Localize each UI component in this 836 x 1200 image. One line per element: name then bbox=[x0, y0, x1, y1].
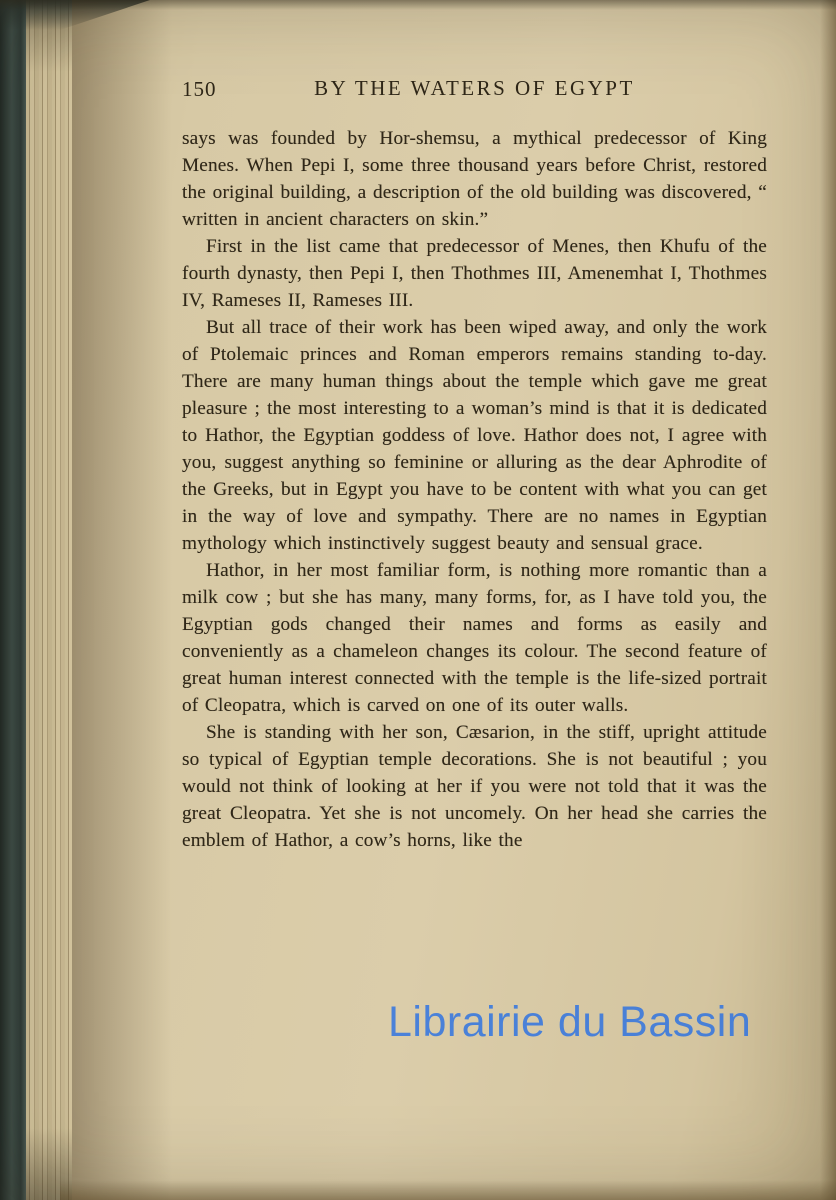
page-edges bbox=[26, 0, 72, 1200]
body-text bbox=[182, 125, 767, 854]
paragraph: She is standing with her son, Cæsarion, in the stiff, upright attitude so typical of Egyptian temple decorations. She is not beautiful ; you would not think of looking at her if you were not told that it was the great Cleopatra. Yet she is not uncomely. On her head she carries the emblem of Hathor, a cow’s horns, like the bbox=[182, 722, 767, 851]
gutter-shadow bbox=[72, 0, 172, 1200]
paragraph: Hathor, in her most familiar form, is nothing more romantic than a milk cow ; but she has many, many forms, for, as I have told you, the Egyptian gods changed their names and forms as easily and conveniently as a chameleon changes its colour. The second feature of great human interest connected with the temple is the life-sized portrait of Cleopatra, which is carved on one of its outer walls. bbox=[182, 560, 767, 716]
paragraph: But all trace of their work has been wiped away, and only the work of Ptolemaic princes and Roman emperors remains standing to-day. There are many human things about the temple which gave me great pleasure ; the most interesting to a woman’s mind is that it is dedicated to Hathor, the Egyptian goddess of love. Hathor does not, I agree with you, suggest anything so feminine or alluring as the dear Aphrodite of the Greeks, but in Egypt you have to be content with what you can get in the way of love and sympathy. There are no names in Egyptian mythology which instinctively suggest beauty and sensual grace. bbox=[182, 317, 767, 554]
paragraph: First in the list came that predecessor of Menes, then Khufu of the fourth dynasty, then Pepi I, then Thothmes III, Amenemhat I, Thothmes IV, Rameses II, Rameses III. bbox=[182, 236, 767, 311]
running-header: BY THE WATERS OF EGYPT bbox=[314, 76, 635, 100]
page-right-edge bbox=[820, 0, 836, 1200]
book-spine bbox=[0, 0, 26, 1200]
bookseller-watermark: Librairie du Bassin bbox=[388, 998, 752, 1046]
paragraph: says was founded by Hor-shemsu, a mythical predecessor of King Menes. When Pepi I, some three thousand years before Christ, restored the original building, a description of the old building was discovered, “ written in ancient characters on skin.” bbox=[182, 128, 767, 230]
page-number: 150 bbox=[182, 77, 217, 101]
text-column bbox=[182, 76, 767, 854]
page-bottom-edge bbox=[60, 1180, 836, 1200]
cover-corner bbox=[0, 0, 150, 30]
page-header-row bbox=[182, 76, 767, 102]
